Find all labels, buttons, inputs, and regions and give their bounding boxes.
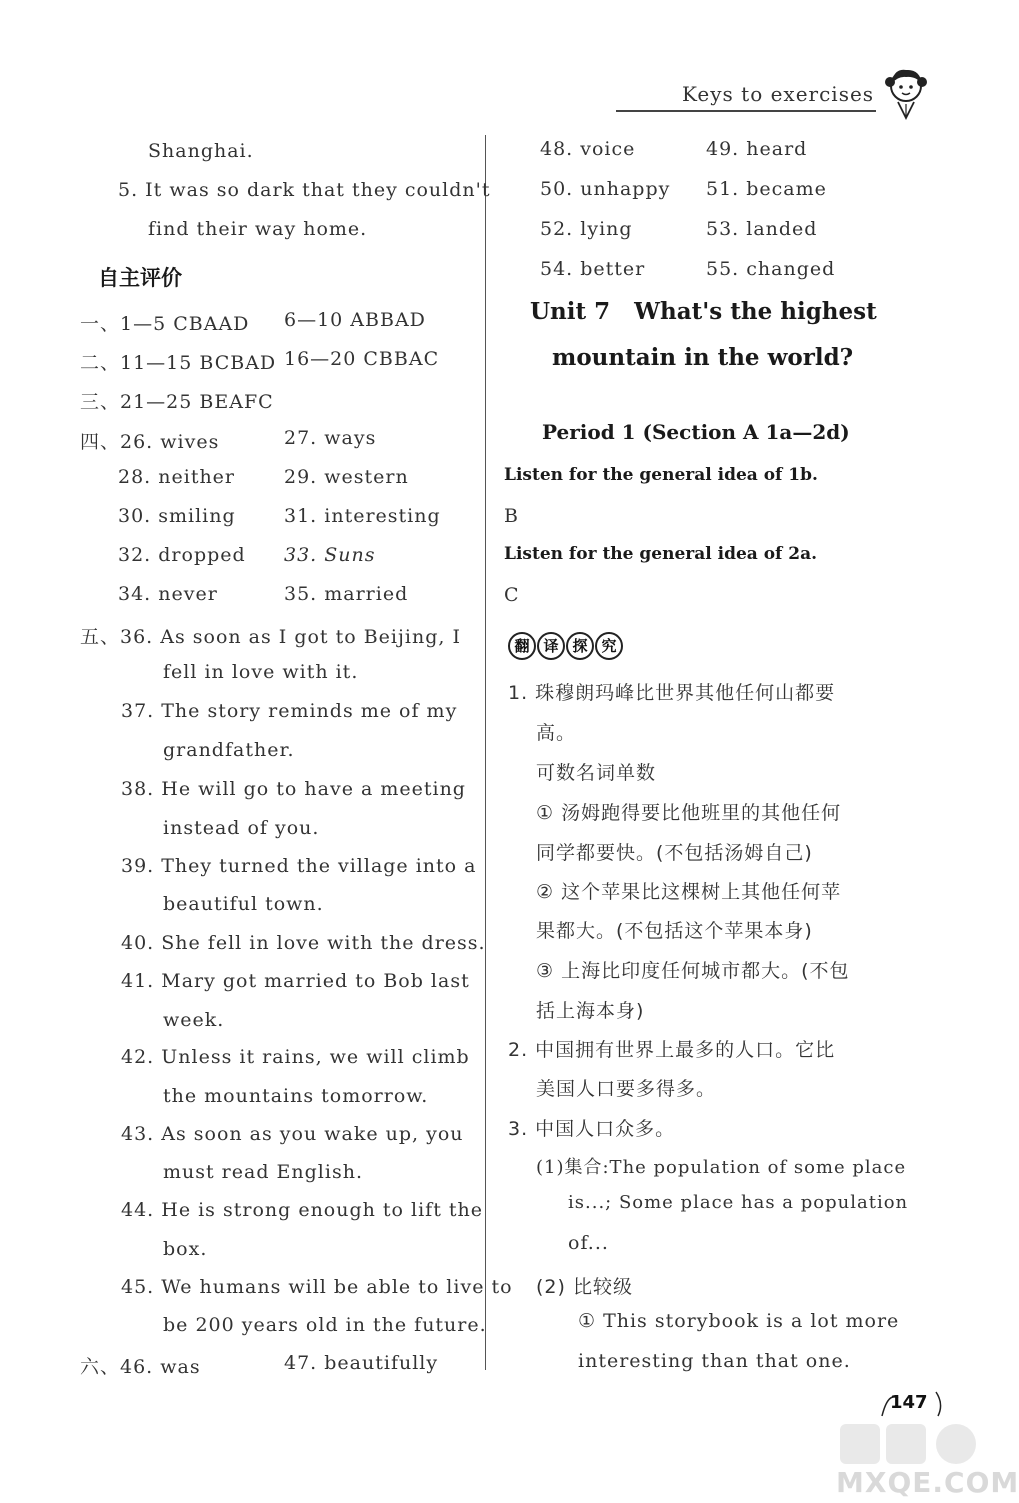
translation-line: 美国人口要多得多。 <box>536 1078 717 1100</box>
column-divider <box>485 135 486 1370</box>
answer-line: 三、21—25 BEAFC <box>80 391 274 413</box>
listen-instruction: Listen for the general idea of 1b. <box>504 465 818 485</box>
translation-line: is...; Some place has a population <box>568 1192 909 1213</box>
answer-line: week. <box>163 1009 225 1031</box>
translation-line: 果都大。(不包括这个苹果本身) <box>536 920 813 942</box>
answer-line: 28. neither <box>118 466 236 488</box>
translation-line: 高。 <box>536 722 577 744</box>
answer-line: 六、46. was <box>80 1356 201 1378</box>
listen-instruction: Listen for the general idea of 2a. <box>504 544 818 564</box>
answer-line: 29. western <box>284 466 409 488</box>
answer-line: 35. married <box>284 583 409 605</box>
answer-line: 一、1—5 CBAAD <box>80 313 250 335</box>
answer-line: 42. Unless it rains, we will climb <box>121 1046 470 1068</box>
answer-line: 四、26. wives <box>80 431 220 453</box>
left-intro-line: 5. It was so dark that they couldn't <box>118 179 491 201</box>
answer-line: must read English. <box>163 1161 363 1183</box>
unit-title: Unit 7 What's the highest <box>530 298 877 325</box>
answer-line: 52. lying <box>540 218 633 240</box>
translation-line: ① 汤姆跑得要比他班里的其他任何 <box>536 802 842 824</box>
translation-line: 可数名词单数 <box>536 762 657 784</box>
translation-line: (2) 比较级 <box>536 1276 633 1298</box>
answer-line: instead of you. <box>163 817 320 839</box>
translation-line: 2. 中国拥有世界上最多的人口。它比 <box>508 1039 836 1061</box>
badge-char: 究 <box>595 632 623 660</box>
answer-line: 16—20 CBBAC <box>284 348 440 370</box>
answer-line: 48. voice <box>540 138 636 160</box>
answer-line: 二、11—15 BCBAD <box>80 352 277 374</box>
answer-line: 五、36. As soon as I got to Beijing, I <box>80 626 461 648</box>
badge-char: 翻 <box>508 632 536 660</box>
listen-answer: B <box>504 505 519 527</box>
answer-line: 49. heard <box>706 138 808 160</box>
answer-line: 37. The story reminds me of my <box>121 700 458 722</box>
answer-line: 47. beautifully <box>284 1352 439 1374</box>
translation-badge <box>508 632 624 660</box>
answer-line: 40. She fell in love with the dress. <box>121 932 486 954</box>
translation-line: 3. 中国人口众多。 <box>508 1118 676 1140</box>
answer-line: fell in love with it. <box>163 661 359 683</box>
unit-title: mountain in the world? <box>552 344 854 371</box>
translation-line: (1)集合:The population of some place <box>536 1157 907 1178</box>
listen-answer: C <box>504 584 520 606</box>
answer-line: 55. changed <box>706 258 836 280</box>
translation-line: of... <box>568 1232 609 1254</box>
page-number: 147 <box>890 1392 928 1413</box>
answer-line: 33. Suns <box>284 544 376 566</box>
watermark-text: MXQE.COM <box>836 1466 1019 1499</box>
answer-line: 38. He will go to have a meeting <box>121 778 466 800</box>
header-rule <box>616 110 876 112</box>
answer-line: 30. smiling <box>118 505 236 527</box>
left-intro-line: Shanghai. <box>148 140 254 162</box>
answer-line: 53. landed <box>706 218 818 240</box>
answer-line: box. <box>163 1238 208 1260</box>
answer-line: 43. As soon as you wake up, you <box>121 1123 464 1145</box>
answer-line: 32. dropped <box>118 544 246 566</box>
badge-char: 探 <box>566 632 594 660</box>
translation-line: ② 这个苹果比这棵树上其他任何苹 <box>536 881 842 903</box>
answer-line: 34. never <box>118 583 218 605</box>
translation-line: 1. 珠穆朗玛峰比世界其他任何山都要 <box>508 682 836 704</box>
answer-line: 27. ways <box>284 427 377 449</box>
translation-line: interesting than that one. <box>578 1350 851 1372</box>
answer-line: the mountains tomorrow. <box>163 1085 429 1107</box>
translation-line: 同学都要快。(不包括汤姆自己) <box>536 842 813 864</box>
badge-char: 译 <box>537 632 565 660</box>
period-heading: Period 1 (Section A 1a—2d) <box>542 420 850 444</box>
answer-line: be 200 years old in the future. <box>163 1314 487 1336</box>
answer-line: 50. unhappy <box>540 178 671 200</box>
answer-line: beautiful town. <box>163 893 324 915</box>
answer-line: 39. They turned the village into a <box>121 855 477 877</box>
translation-line: ③ 上海比印度任何城市都大。(不包 <box>536 960 850 982</box>
answer-line: 41. Mary got married to Bob last <box>121 970 470 992</box>
answer-line: 44. He is strong enough to lift the <box>121 1199 484 1221</box>
answer-line: 6—10 ABBAD <box>284 309 426 331</box>
answer-line: 31. interesting <box>284 505 441 527</box>
answer-line: 54. better <box>540 258 646 280</box>
section-heading: 自主评价 <box>98 266 182 290</box>
left-intro-line: find their way home. <box>148 218 368 240</box>
translation-line: ① This storybook is a lot more <box>578 1310 900 1332</box>
answer-line: 45. We humans will be able to live to <box>121 1276 513 1298</box>
girl-mascot-icon <box>876 62 936 122</box>
answer-line: 51. became <box>706 178 827 200</box>
translation-line: 括上海本身) <box>536 1000 645 1022</box>
running-header: Keys to exercises <box>682 82 875 106</box>
answer-line: grandfather. <box>163 739 295 761</box>
